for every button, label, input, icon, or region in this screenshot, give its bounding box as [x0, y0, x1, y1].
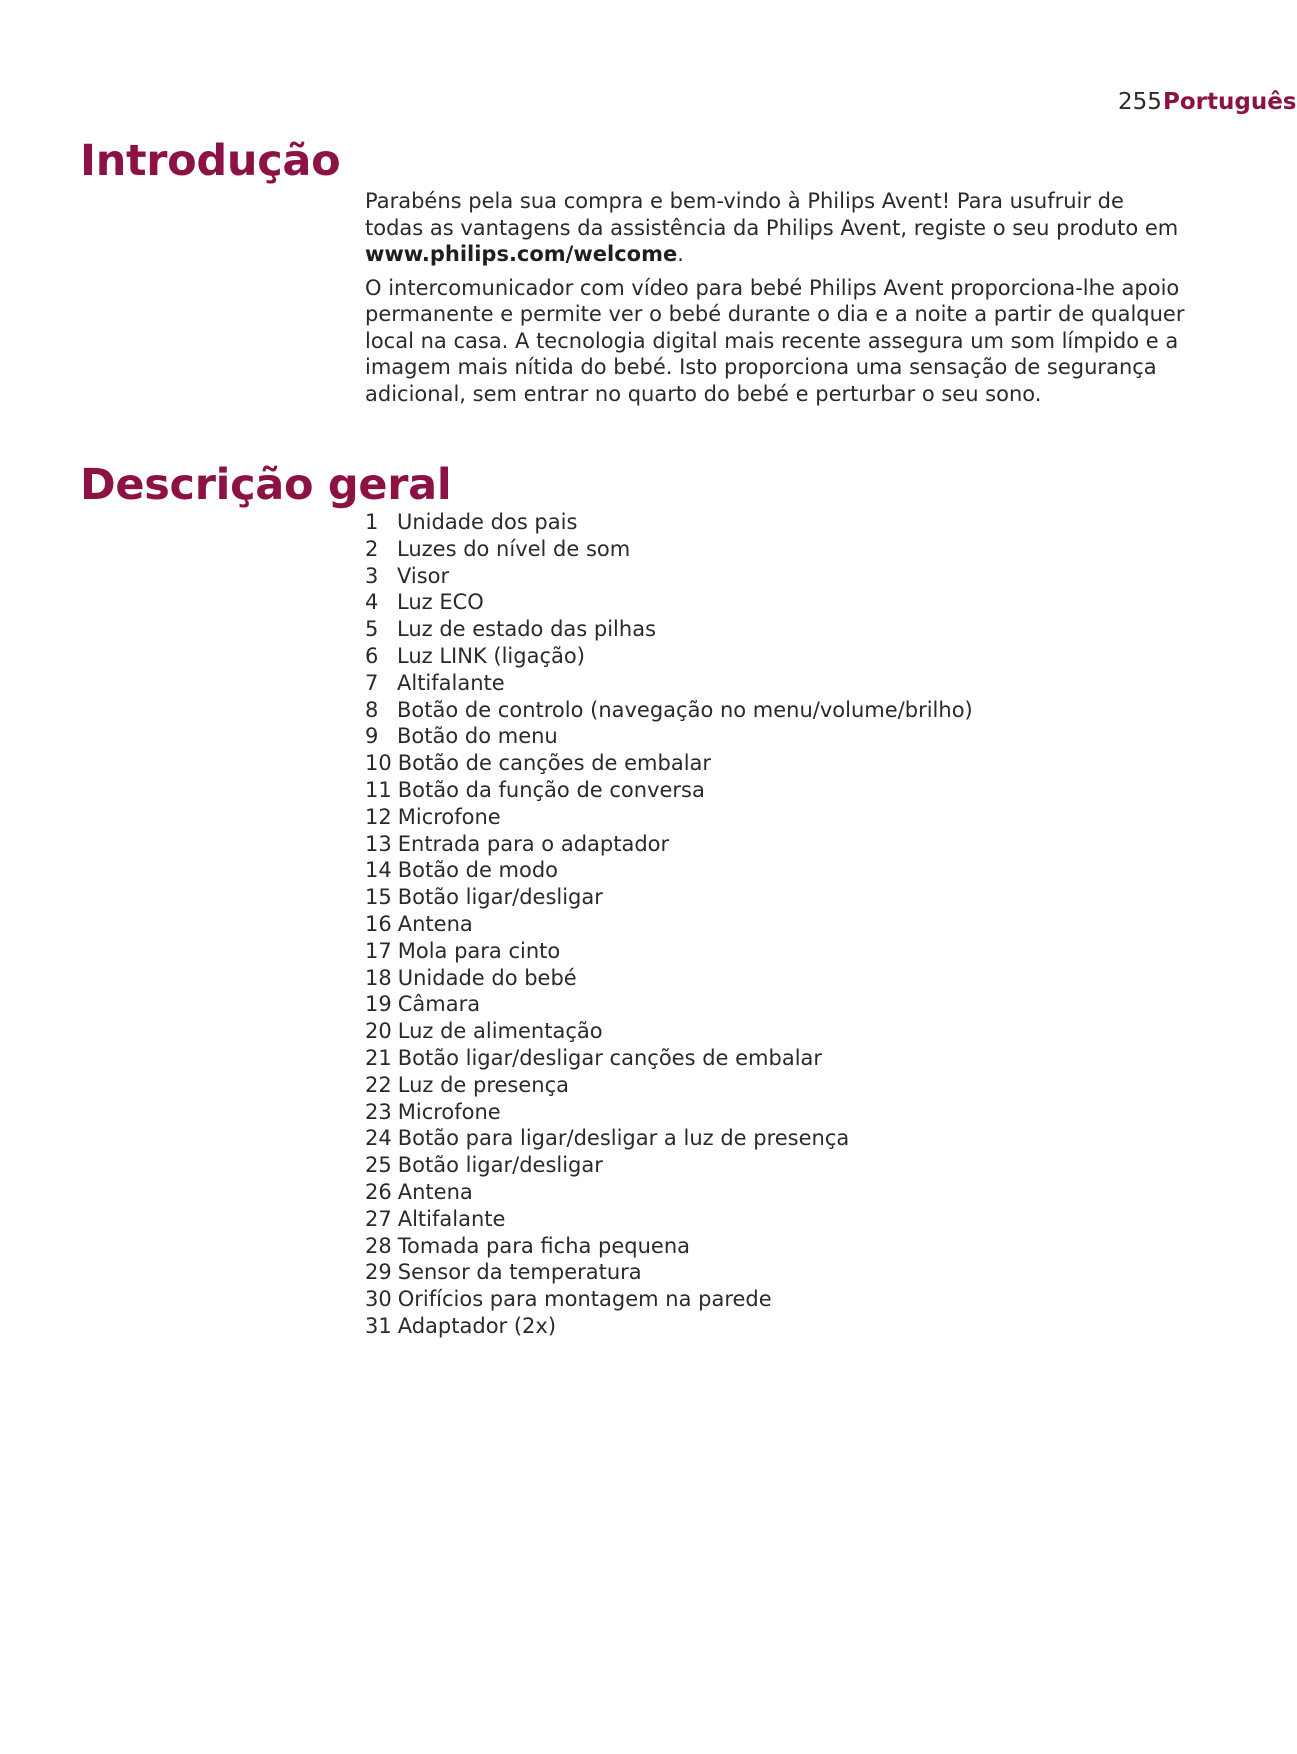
list-item-number: 8 — [365, 697, 379, 722]
list-item-label: Luz ECO — [397, 590, 484, 615]
list-item-number: 25 — [365, 1153, 392, 1178]
list-item — [365, 670, 1185, 697]
list-item-label: Altifalante — [397, 1206, 506, 1231]
list-item-number: 19 — [365, 992, 392, 1017]
list-item — [365, 589, 1185, 616]
list-item-number: 23 — [365, 1099, 392, 1124]
list-item-label: Unidade dos pais — [397, 510, 578, 534]
intro-heading: Introdução — [80, 136, 341, 186]
overview-heading: Descrição geral — [80, 460, 452, 510]
list-item-label: Botão do menu — [397, 724, 558, 749]
list-item — [365, 616, 1185, 643]
list-item-label: Câmara — [397, 992, 481, 1017]
intro-paragraph-1 — [365, 188, 1185, 268]
list-item-number: 15 — [365, 885, 392, 910]
list-item — [365, 938, 1185, 965]
list-item — [365, 1018, 1185, 1045]
list-item — [365, 831, 1185, 858]
list-item — [365, 804, 1185, 831]
list-item-label: Luz LINK (ligação) — [397, 643, 585, 668]
list-item-label: Microfone — [397, 804, 501, 829]
list-item-label: Visor — [397, 563, 450, 588]
list-item — [365, 750, 1185, 777]
welcome-link[interactable]: www.philips.com/welcome — [365, 242, 678, 266]
list-item-number: 21 — [365, 1045, 392, 1070]
list-item-number: 10 — [365, 751, 392, 776]
header-language: Português — [1163, 89, 1297, 115]
list-item-number: 31 — [365, 1313, 392, 1338]
list-item-label: Mola para cinto — [397, 938, 561, 963]
list-item — [365, 1313, 1185, 1340]
list-item-number: 22 — [365, 1072, 392, 1097]
list-item-number: 9 — [365, 724, 379, 749]
list-item-number: 28 — [365, 1233, 392, 1258]
list-item-label: Altifalante — [397, 670, 505, 695]
parts-list — [365, 509, 1185, 1340]
list-item-number: 12 — [365, 804, 392, 829]
list-item-label: Botão ligar/desligar — [397, 1153, 603, 1178]
list-item-number: 11 — [365, 777, 392, 802]
list-item-label: Botão de controlo (navegação no menu/volume/brilho) — [397, 697, 973, 722]
list-item — [365, 1125, 1185, 1152]
list-item-label: Luzes do nível de som — [397, 536, 631, 561]
list-item — [365, 991, 1185, 1018]
list-item — [365, 509, 1185, 536]
list-item — [365, 563, 1185, 590]
list-item-number: 17 — [365, 938, 392, 963]
list-item — [365, 1045, 1185, 1072]
list-item-label: Botão de modo — [397, 858, 559, 883]
list-item — [365, 1259, 1185, 1286]
list-item-number: 5 — [365, 617, 379, 642]
list-item-number: 20 — [365, 1019, 392, 1044]
list-item — [365, 1152, 1185, 1179]
list-item-number: 1 — [365, 510, 379, 534]
intro-paragraph-1-end: . — [677, 242, 684, 266]
list-item-number: 24 — [365, 1126, 392, 1151]
list-item-label: Microfone — [397, 1099, 501, 1124]
list-item — [365, 1099, 1185, 1126]
list-item — [365, 777, 1185, 804]
list-item — [365, 723, 1185, 750]
list-item-number: 4 — [365, 590, 379, 615]
list-item-number: 3 — [365, 563, 379, 588]
list-item-label: Botão da função de conversa — [397, 777, 705, 802]
intro-paragraph-2: O intercomunicador com vídeo para bebé Philips Avent proporciona-lhe apoio permanente e permite ver o bebé durante o dia e a noite a partir de qualquer local na casa. A tecnologia digital mais recente assegura um som límpido e a imagem mais nítida do bebé. Isto proporciona uma sensação de segurança adicional, sem entrar no quarto do bebé e perturbar o seu sono. — [365, 275, 1185, 406]
list-item-number: 6 — [365, 643, 379, 668]
list-item-label: Adaptador (2x) — [397, 1313, 557, 1338]
list-item-number: 7 — [365, 670, 379, 695]
list-item-number: 14 — [365, 858, 392, 883]
list-item-number: 2 — [365, 536, 379, 561]
list-item-number: 16 — [365, 911, 392, 936]
list-item — [365, 1072, 1185, 1099]
list-item — [365, 1286, 1185, 1313]
list-item — [365, 536, 1185, 563]
list-item-label: Sensor da temperatura — [397, 1260, 642, 1285]
list-item — [365, 884, 1185, 911]
list-item-label: Antena — [397, 911, 473, 936]
list-item-number: 29 — [365, 1260, 392, 1285]
list-item — [365, 857, 1185, 884]
list-item — [365, 643, 1185, 670]
list-item — [365, 1206, 1185, 1233]
list-item-label: Unidade do bebé — [397, 965, 577, 990]
list-item-number: 26 — [365, 1179, 392, 1204]
list-item-label: Luz de presença — [397, 1072, 570, 1097]
list-item-label: Botão ligar/desligar — [397, 885, 603, 910]
list-item-label: Antena — [397, 1179, 473, 1204]
page-number: 255 — [1118, 89, 1162, 115]
list-item-label: Orifícios para montagem na parede — [397, 1287, 772, 1312]
list-item-number: 18 — [365, 965, 392, 990]
list-item-label: Botão ligar/desligar canções de embalar — [397, 1045, 823, 1070]
list-item — [365, 965, 1185, 992]
list-item-number: 30 — [365, 1287, 392, 1312]
list-item-label: Luz de estado das pilhas — [397, 617, 657, 642]
list-item-label: Luz de alimentação — [397, 1019, 603, 1044]
list-item-label: Entrada para o adaptador — [397, 831, 670, 856]
list-item — [365, 697, 1185, 724]
list-item-label: Botão de canções de embalar — [397, 751, 712, 776]
list-item-label: Tomada para ficha pequena — [397, 1233, 691, 1258]
list-item — [365, 1179, 1185, 1206]
intro-section — [365, 188, 1185, 414]
list-item-number: 13 — [365, 831, 392, 856]
list-item-label: Botão para ligar/desligar a luz de presença — [397, 1126, 850, 1151]
list-item — [365, 1233, 1185, 1260]
list-item — [365, 911, 1185, 938]
list-item-number: 27 — [365, 1206, 392, 1231]
intro-paragraph-1-text: Parabéns pela sua compra e bem-vindo à Philips Avent! Para usufruir de todas as vantagens da assistência da Philips Avent, registe o seu produto em — [365, 189, 1179, 240]
